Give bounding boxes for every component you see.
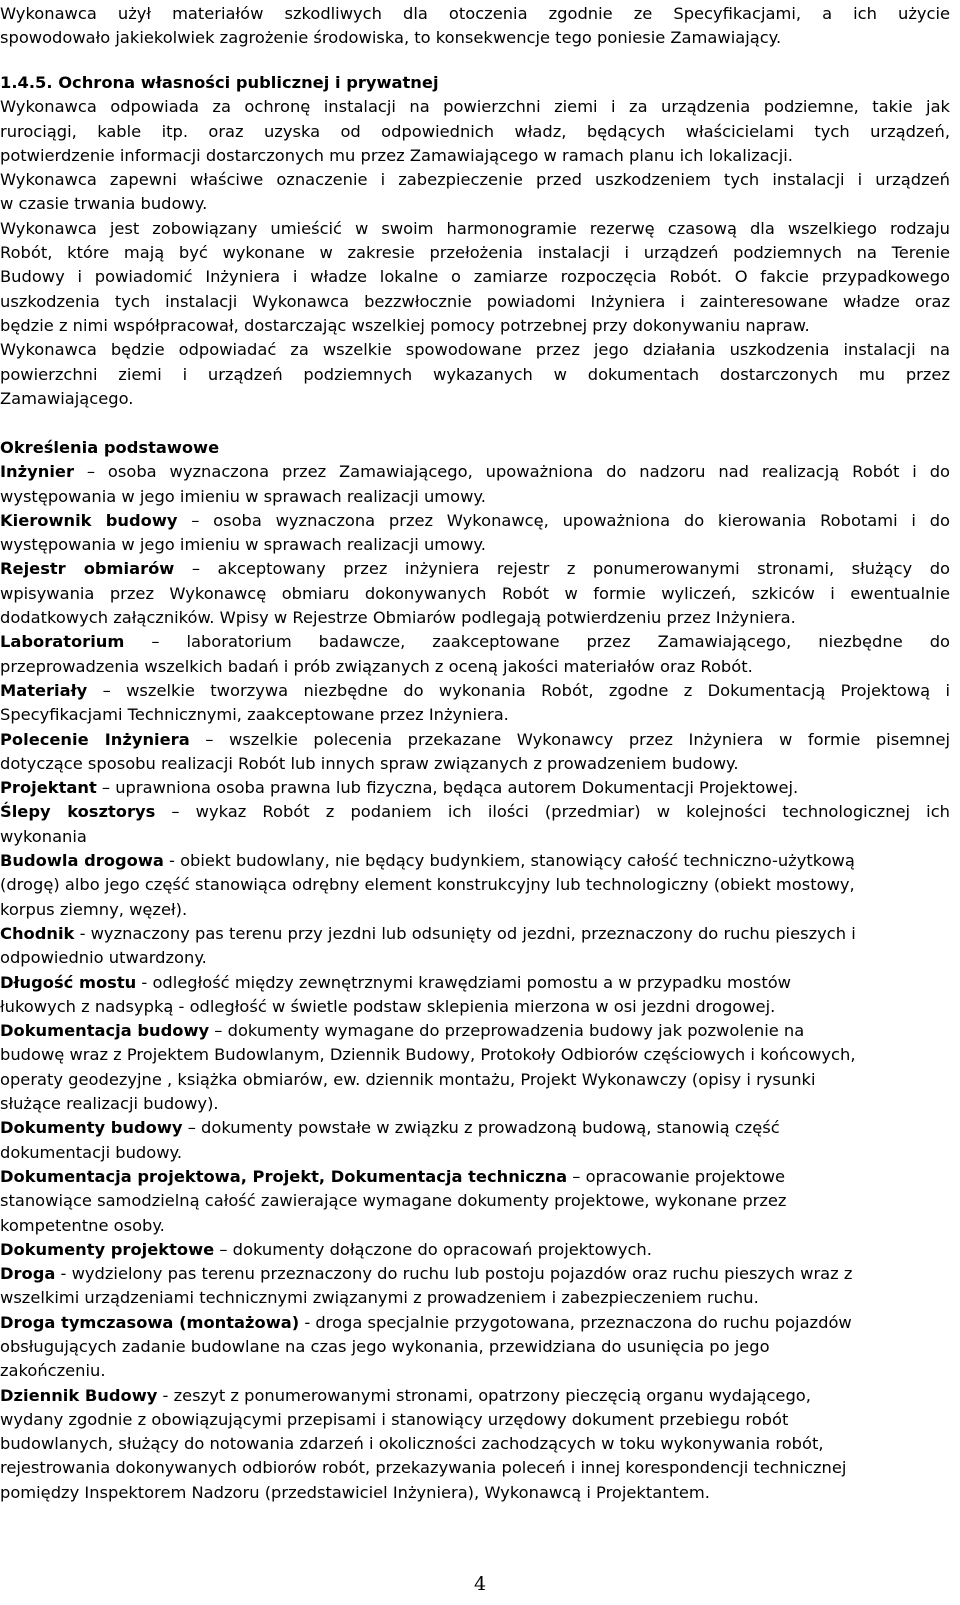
definition-text: – dokumenty powstałe w związku z prowadzoną budową, stanowią część bbox=[182, 1118, 780, 1138]
definition-entry bbox=[0, 509, 950, 558]
definition-entry bbox=[0, 728, 950, 777]
definition-line: dokumentacji budowy. bbox=[0, 1142, 183, 1162]
definition-text: - obiekt budowlany, nie będący budynkiem, stanowiący całość techniczno-użytkową bbox=[163, 851, 855, 871]
definition-text: - wyznaczony pas terenu przy jezdni lub odsunięty od jezdni, przeznaczony do ruchu pieszych i bbox=[74, 923, 856, 943]
definition-line bbox=[0, 776, 950, 800]
definition-line: stanowiące samodzielną całość zawierające wymagane dokumenty projektowe, wykonane przez bbox=[0, 1191, 787, 1211]
definition-entry bbox=[0, 800, 950, 849]
definition-entry bbox=[0, 776, 950, 800]
definition-text: – osoba wyznaczona przez Zamawiającego, upoważniona do nadzoru nad realizacją Robót i do bbox=[73, 462, 950, 482]
definition-text: – dokumenty dołączone do opracowań projektowych. bbox=[214, 1239, 652, 1259]
definition-term: Projektant bbox=[0, 778, 97, 798]
definition-entry bbox=[0, 1311, 950, 1384]
section-line: Wykonawca jest zobowiązany umieścić w swoim harmonogramie rezerwę czasową dla wszelkiego rodzaju bbox=[0, 218, 950, 238]
definition-term: Budowla drogowa bbox=[0, 851, 164, 871]
definition-text: – osoba wyznaczona przez Wykonawcę, upoważniona do kierowania Robotami i do bbox=[177, 510, 950, 530]
definition-line bbox=[0, 1262, 950, 1286]
definition-line bbox=[0, 460, 950, 484]
definition-line bbox=[0, 1384, 950, 1408]
definition-entry bbox=[0, 679, 950, 728]
definition-term: Dokumentacja budowy bbox=[0, 1021, 210, 1041]
section-line: Zamawiającego. bbox=[0, 388, 134, 408]
definition-term: Ślepy kosztorys bbox=[0, 802, 156, 822]
definition-term: Chodnik bbox=[0, 923, 75, 943]
definitions-heading: Określenia podstawowe bbox=[0, 438, 220, 457]
section-line: w czasie trwania budowy. bbox=[0, 194, 208, 214]
definition-line bbox=[0, 849, 950, 873]
definition-line bbox=[0, 1165, 950, 1189]
definition-text: – dokumenty wymagane do przeprowadzenia budowy jak pozwolenie na bbox=[209, 1021, 805, 1041]
definition-text: – wszelkie polecenia przekazane Wykonawcy przez Inżyniera w formie pisemnej bbox=[189, 729, 950, 749]
definition-text: – laboratorium badawcze, zaakceptowane przez Zamawiającego, niezbędne do bbox=[124, 632, 950, 652]
definition-entry bbox=[0, 460, 950, 509]
definition-line: wszelkimi urządzeniami technicznymi związanymi z prowadzeniem i zabezpieczeniem ruchu. bbox=[0, 1288, 759, 1308]
section-line: będzie z nimi współpracował, dostarczając wszelkiej pomocy potrzebnej przy dokonywaniu napraw. bbox=[0, 315, 810, 335]
definition-term: Polecenie Inżyniera bbox=[0, 729, 190, 749]
definition-entry bbox=[0, 1019, 950, 1116]
definition-line: obsługujących zadanie budowlane na czas jego wykonania, przewidziana do usunięcia po jego bbox=[0, 1336, 770, 1356]
definition-line bbox=[0, 557, 950, 581]
section-line: Wykonawca zapewni właściwe oznaczenie i zabezpieczenie przed uszkodzeniem tych instalacji i urządzeń bbox=[0, 170, 950, 190]
definition-line: wpisywania przez Wykonawcę obmiaru dokonywanych Robót w formie wyliczeń, szkiców i ewentualnie bbox=[0, 583, 950, 603]
definition-entry bbox=[0, 1262, 950, 1311]
definition-term: Dokumenty projektowe bbox=[0, 1239, 215, 1259]
definition-line: pomiędzy Inspektorem Nadzoru (przedstawiciel Inżyniera), Wykonawcą i Projektantem. bbox=[0, 1482, 710, 1502]
section-line: rurociągi, kable itp. oraz uzyska od odpowiednich władz, będących właścicielami tych urządzeń, bbox=[0, 121, 950, 141]
definition-term: Dziennik Budowy bbox=[0, 1385, 158, 1405]
definition-entry bbox=[0, 630, 950, 679]
section-line: powierzchni ziemi i urządzeń podziemnych wykazanych w dokumentach dostarczonych mu przez bbox=[0, 364, 950, 384]
definition-entry bbox=[0, 922, 950, 971]
section-line: Wykonawca odpowiada za ochronę instalacji na powierzchni ziemi i za urządzenia podziemne, takie jak bbox=[0, 97, 950, 117]
definition-line bbox=[0, 509, 950, 533]
definition-line: (drogę) albo jego część stanowiąca odrębny element konstrukcyjny lub technologiczny (obiekt mostowy, bbox=[0, 875, 855, 895]
definition-entry bbox=[0, 557, 950, 630]
definition-line bbox=[0, 922, 950, 946]
section-line: uszkodzenia tych instalacji Wykonawca bezzwłocznie powiadomi Inżyniera i zainteresowane władze oraz bbox=[0, 291, 950, 311]
definition-line: wydany zgodnie z obowiązującymi przepisami i stanowiący urzędowy dokument przebiegu robót bbox=[0, 1409, 789, 1429]
definition-line: służące realizacji budowy). bbox=[0, 1094, 219, 1114]
definition-line: wykonania bbox=[0, 826, 87, 846]
intro-line: Wykonawca użył materiałów szkodliwych dla otoczenia zgodnie ze Specyfikacjami, a ich użycie bbox=[0, 4, 950, 23]
section-line: potwierdzenie informacji dostarczonych mu przez Zamawiającego w ramach planu ich lokalizacji. bbox=[0, 145, 793, 165]
definition-line: zakończeniu. bbox=[0, 1361, 106, 1381]
definition-term: Długość mostu bbox=[0, 972, 137, 992]
definition-line: dodatkowych załączników. Wpisy w Rejestrze Obmiarów podlegają potwierdzeniu przez Inżyniera. bbox=[0, 608, 796, 628]
definition-text: – uprawniona osoba prawna lub fizyczna, będąca autorem Dokumentacji Projektowej. bbox=[96, 778, 799, 798]
definition-term: Droga bbox=[0, 1264, 56, 1284]
section-line: Robót, które mają być wykonane w zakresie przełożenia instalacji i urządzeń podziemnych na Terenie bbox=[0, 243, 950, 263]
definition-line bbox=[0, 728, 950, 752]
intro-line: spowodowało jakiekolwiek zagrożenie środowiska, to konsekwencje tego poniesie Zamawiający. bbox=[0, 28, 782, 48]
definition-line: dotyczące sposobu realizacji Robót lub innych spraw związanych z prowadzeniem budowy. bbox=[0, 753, 739, 773]
definitions-section bbox=[0, 436, 950, 1505]
section-line: Budowy i powiadomić Inżyniera i władze lokalne o zamiarze rozpoczęcia Robót. O fakcie przypadkowego bbox=[0, 267, 950, 287]
definition-entry bbox=[0, 1116, 950, 1165]
definition-text: – opracowanie projektowe bbox=[567, 1166, 786, 1186]
definition-line: budowlanych, służący do notowania zdarzeń i okoliczności zachodzących w toku wykonywania robót, bbox=[0, 1434, 824, 1454]
page-number: 4 bbox=[473, 1573, 487, 1595]
definition-line: występowania w jego imieniu w sprawach realizacji umowy. bbox=[0, 535, 486, 555]
definition-line: przeprowadzenia wszelkich badań i prób związanych z oceną jakości materiałów oraz Robót. bbox=[0, 656, 753, 676]
definition-term: Dokumenty budowy bbox=[0, 1118, 183, 1138]
definition-text: - droga specjalnie przygotowana, przeznaczona do ruchu pojazdów bbox=[299, 1312, 852, 1332]
definition-line bbox=[0, 1311, 950, 1335]
definition-term: Rejestr obmiarów bbox=[0, 559, 175, 579]
section-heading: 1.4.5. Ochrona własności publicznej i prywatnej bbox=[0, 73, 439, 92]
definition-term: Laboratorium bbox=[0, 632, 125, 652]
definition-line: operaty geodezyjne , książka obmiarów, ew. dziennik montażu, Projekt Wykonawczy (opisy i rysunki bbox=[0, 1069, 816, 1089]
definition-line bbox=[0, 1116, 950, 1140]
section-line: Wykonawca będzie odpowiadać za wszelkie spowodowane przez jego działania uszkodzenia instalacji na bbox=[0, 340, 950, 360]
definition-line: budowę wraz z Projektem Budowlanym, Dziennik Budowy, Protokoły Odbiorów częściowych i końcowych, bbox=[0, 1045, 856, 1065]
section-ochrona-wlasnosci bbox=[0, 71, 950, 411]
definition-line: występowania w jego imieniu w sprawach realizacji umowy. bbox=[0, 486, 486, 506]
definition-line bbox=[0, 1019, 950, 1043]
definition-line: Specyfikacjami Technicznymi, zaakceptowane przez Inżyniera. bbox=[0, 705, 509, 725]
definition-text: – akceptowany przez inżyniera rejestr z ponumerowanymi stronami, służący do bbox=[174, 559, 950, 579]
intro-paragraph bbox=[0, 2, 950, 51]
definition-text: - wydzielony pas terenu przeznaczony do ruchu lub postoju pojazdów oraz ruchu pieszych wraz z bbox=[55, 1264, 853, 1284]
definition-entry bbox=[0, 1238, 950, 1262]
definition-text: – wszelkie tworzywa niezbędne do wykonania Robót, zgodne z Dokumentacją Projektową i bbox=[87, 680, 950, 700]
definition-term: Droga tymczasowa (montażowa) bbox=[0, 1312, 300, 1332]
definition-line bbox=[0, 800, 950, 824]
definition-text: - odległość między zewnętrznymi krawędziami pomostu a w przypadku mostów bbox=[136, 972, 791, 992]
definition-entry bbox=[0, 971, 950, 1020]
definition-line: kompetentne osoby. bbox=[0, 1215, 165, 1235]
definition-line bbox=[0, 679, 950, 703]
definition-term: Kierownik budowy bbox=[0, 510, 178, 530]
definition-line: rejestrowania dokonywanych odbiorów robót, przekazywania poleceń i innej korespondencji technicznej bbox=[0, 1458, 847, 1478]
definition-line bbox=[0, 1238, 950, 1262]
definition-line bbox=[0, 971, 950, 995]
definition-term: Inżynier bbox=[0, 462, 74, 482]
definition-text: – wykaz Robót z podaniem ich ilości (przedmiar) w kolejności technologicznej ich bbox=[155, 802, 950, 822]
definition-line: korpus ziemny, węzeł). bbox=[0, 899, 188, 919]
definition-term: Dokumentacja projektowa, Projekt, Dokumentacja techniczna bbox=[0, 1166, 568, 1186]
definition-term: Materiały bbox=[0, 680, 88, 700]
definition-entry bbox=[0, 1165, 950, 1238]
definition-line bbox=[0, 630, 950, 654]
definition-line: łukowych z nadsypką - odległość w świetle podstaw sklepienia mierzona w osi jezdni drogowej. bbox=[0, 996, 776, 1016]
definition-line: odpowiednio utwardzony. bbox=[0, 948, 207, 968]
definition-text: - zeszyt z ponumerowanymi stronami, opatrzony pieczęcią organu wydającego, bbox=[157, 1385, 811, 1405]
definition-entry bbox=[0, 1384, 950, 1505]
definition-entry bbox=[0, 849, 950, 922]
